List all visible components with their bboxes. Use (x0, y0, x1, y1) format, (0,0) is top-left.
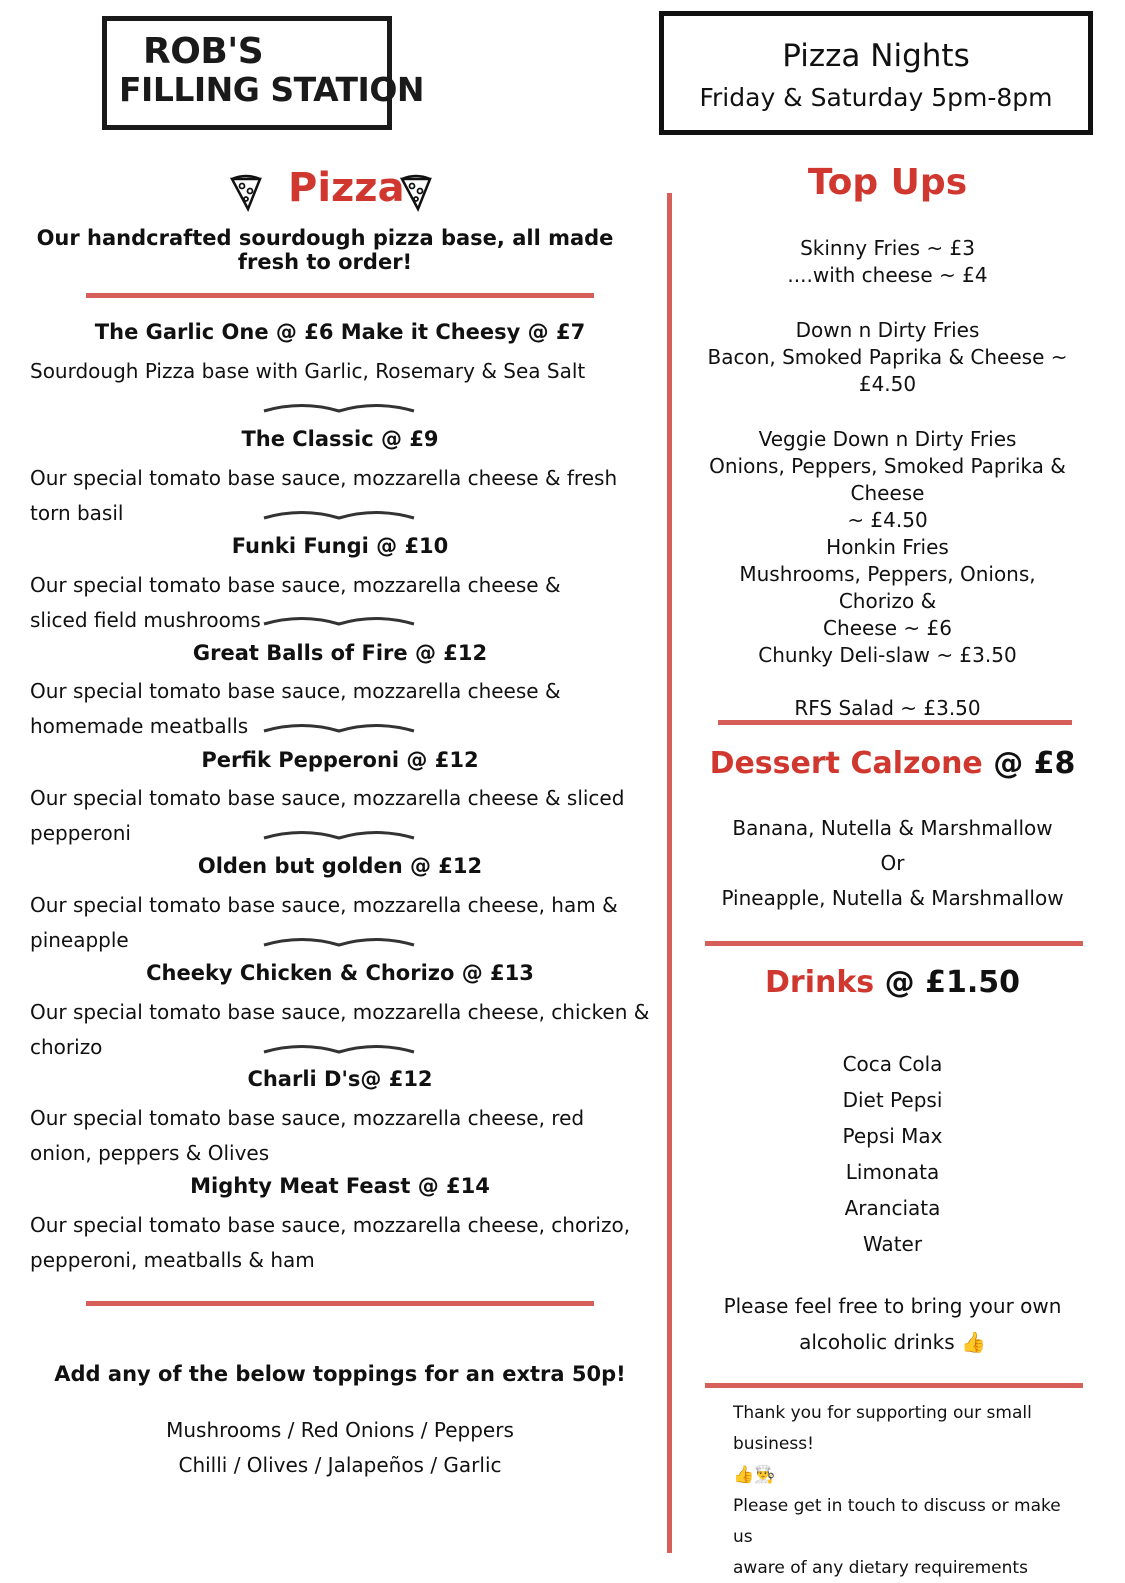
top-up-line: Bacon, Smoked Paprika & Cheese ~ (707, 345, 1068, 369)
pizza-item-name: Cheeky Chicken & Chorizo @ £13 (146, 961, 534, 985)
pizza-item-desc: Our special tomato base sauce, mozzarella cheese & homemade meatballs (30, 679, 561, 738)
pizza-nights-hours: Friday & Saturday 5pm-8pm (699, 83, 1053, 112)
pizza-nights-box (659, 11, 1093, 135)
pizza-nights-title: Pizza Nights (782, 38, 970, 74)
pizza-intro: Our handcrafted sourdough pizza base, all made fresh to order! (36, 226, 614, 274)
pizza-item-name: The Classic @ £9 (241, 427, 439, 451)
top-up-line: Down n Dirty Fries (795, 318, 980, 342)
drink-item: Diet Pepsi (842, 1088, 943, 1112)
logo-line-1: ROB'S (143, 31, 264, 72)
dessert-or: Or (880, 851, 905, 875)
top-up-line: ....with cheese ~ £4 (787, 263, 988, 287)
top-up-line: RFS Salad ~ £3.50 (794, 696, 981, 720)
top-up-item (700, 695, 1075, 722)
dessert-options (700, 811, 1085, 916)
pizza-item-desc: Our special tomato base sauce, mozzarella cheese, ham & pineapple (30, 893, 618, 952)
pizza-item-name: The Garlic One @ £6 Make it Cheesy @ £7 (94, 320, 586, 344)
footer-dietary-2: aware of any dietary requirements (733, 1558, 1028, 1578)
top-up-line: £4.50 (858, 372, 917, 396)
pizza-heading (226, 165, 446, 225)
red-rule (705, 941, 1083, 946)
top-up-line: Honkin Fries (826, 535, 949, 559)
top-up-item (700, 426, 1075, 534)
drink-item: Aranciata (844, 1196, 941, 1220)
dessert-option: Pineapple, Nutella & Marshmallow (721, 886, 1064, 910)
byo-line-1: Please feel free to bring your own (723, 1294, 1062, 1318)
logo (102, 16, 425, 130)
top-up-line: ~ £4.50 (847, 508, 928, 532)
top-up-line: Cheese ~ £6 (823, 616, 952, 640)
top-up-item (700, 534, 1075, 642)
top-up-line: Mushrooms, Peppers, Onions, Chorizo & (739, 562, 1036, 613)
drink-item: Coca Cola (842, 1052, 943, 1076)
footer-thanks: Thank you for supporting our small business! (733, 1403, 1032, 1454)
footer-emoji: 👍👨‍🍳 (733, 1465, 776, 1485)
top-up-item (700, 317, 1075, 398)
top-up-item (700, 642, 1075, 669)
byo-note (700, 1288, 1085, 1360)
pizza-item-desc: Our special tomato base sauce, mozzarella cheese & sliced pepperoni (30, 786, 625, 845)
dessert-option: Banana, Nutella & Marshmallow (732, 816, 1053, 840)
swirl-divider (262, 829, 416, 843)
drink-item: Limonata (845, 1160, 940, 1184)
swirl-divider (262, 722, 416, 736)
footer-dietary-1: Please get in touch to discuss or make us (733, 1496, 1061, 1547)
dessert-title: Dessert Calzone (709, 746, 983, 781)
red-rule (86, 1301, 594, 1306)
pizza-item-name: Funki Fungi @ £10 (231, 534, 449, 558)
top-up-item (700, 235, 1075, 289)
top-up-line: Veggie Down n Dirty Fries (758, 427, 1017, 451)
toppings-line-2: Chilli / Olives / Jalapeños / Garlic (178, 1453, 502, 1477)
pizza-slice-icon (398, 173, 434, 213)
pizza-item-desc: Our special tomato base sauce, mozzarella cheese, chorizo, pepperoni, meatballs & ham (30, 1213, 631, 1272)
pizza-item-desc: Our special tomato base sauce, mozzarella cheese & fresh torn basil (30, 466, 618, 525)
column-divider (667, 193, 672, 1553)
top-up-line: Skinny Fries ~ £3 (800, 236, 975, 260)
swirl-divider (262, 936, 416, 950)
drink-item: Pepsi Max (842, 1124, 943, 1148)
red-rule (705, 1383, 1083, 1388)
swirl-divider (262, 1043, 416, 1057)
pizza-item-desc: Our special tomato base sauce, mozzarella cheese, chicken & chorizo (30, 1000, 650, 1059)
top-ups-title: Top Ups (807, 162, 968, 203)
pizza-item-name: Great Balls of Fire @ £12 (192, 641, 488, 665)
logo-line-2: FILLING STATION (119, 70, 425, 109)
pizza-item-name: Mighty Meat Feast @ £14 (190, 1174, 490, 1198)
swirl-divider (262, 509, 416, 523)
byo-line-2: alcoholic drinks 👍 (799, 1330, 986, 1354)
pizza-slice-icon (228, 173, 264, 213)
pizza-title: Pizza (288, 165, 405, 211)
drink-item: Water (862, 1232, 923, 1256)
pizza-item-desc: Our special tomato base sauce, mozzarella cheese, red onion, peppers & Olives (30, 1106, 585, 1165)
footer-note (733, 1398, 1073, 1583)
pizza-item-name: Perfik Pepperoni @ £12 (201, 748, 479, 772)
drinks-title: Drinks (765, 965, 875, 1000)
drinks-heading (700, 965, 1085, 1000)
red-rule (718, 720, 1072, 725)
top-up-line: Onions, Peppers, Smoked Paprika & Cheese (709, 454, 1066, 505)
top-up-line: Chunky Deli-slaw ~ £3.50 (758, 643, 1017, 667)
pizza-item-desc: Our special tomato base sauce, mozzarella cheese & sliced field mushrooms (30, 573, 561, 632)
red-rule (86, 293, 594, 298)
dessert-price: @ £8 (993, 746, 1076, 781)
pizza-item-desc: Sourdough Pizza base with Garlic, Rosemary & Sea Salt (30, 359, 586, 383)
toppings-heading: Add any of the below toppings for an extra 50p! (54, 1362, 626, 1386)
pizza-item-name: Charli D's@ £12 (247, 1067, 433, 1091)
toppings-line-1: Mushrooms / Red Onions / Peppers (166, 1418, 514, 1442)
swirl-divider (262, 615, 416, 629)
dessert-heading (700, 746, 1085, 781)
drinks-price: @ £1.50 (884, 965, 1020, 1000)
swirl-divider (262, 402, 416, 416)
drinks-list (700, 1046, 1085, 1262)
pizza-item-name: Olden but golden @ £12 (197, 854, 483, 878)
